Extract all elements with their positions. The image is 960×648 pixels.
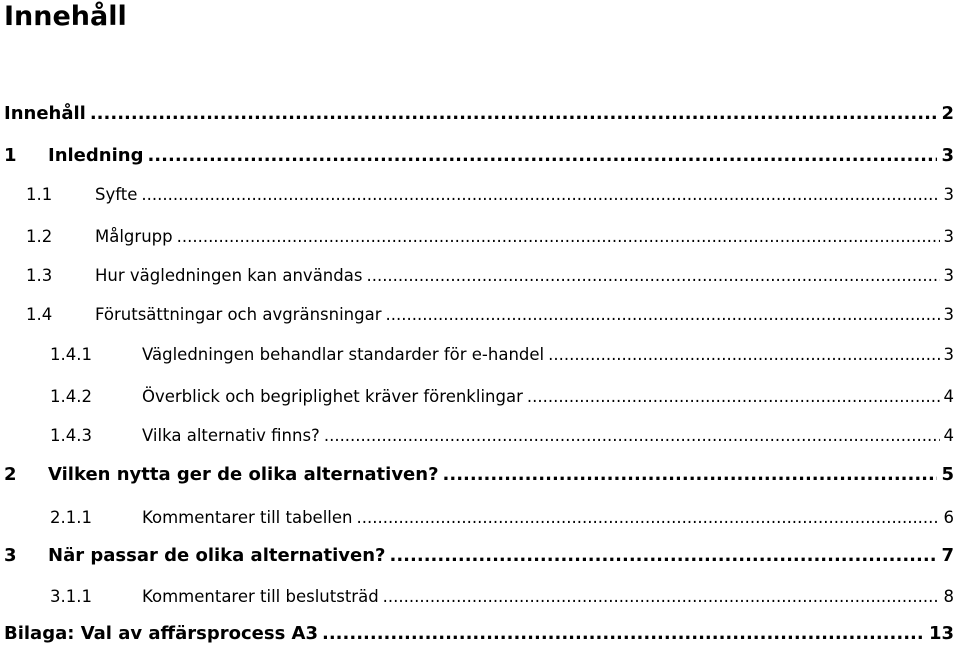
toc-entry-label: Förutsättningar och avgränsningar [95, 305, 382, 324]
toc-entry-overblick[interactable] [0, 385, 960, 409]
toc-dot-leader [322, 622, 925, 646]
toc-entry-number: 2.1.1 [50, 508, 92, 527]
toc-entry-page: 7 [941, 545, 954, 566]
toc-entry-number: 1.2 [26, 227, 53, 246]
toc-entry-label: Vägledningen behandlar standarder för e-handel [142, 345, 545, 364]
toc-entry-number: 1 [4, 145, 17, 166]
toc-entry-label: Hur vägledningen kan användas [95, 266, 363, 285]
toc-entry-label: Kommentarer till beslutsträd [142, 587, 379, 606]
toc-dot-leader [90, 102, 938, 126]
toc-entry-number: 1.4.2 [50, 387, 92, 406]
toc-entry-innehall[interactable] [0, 102, 960, 126]
toc-entry-label: Syfte [95, 185, 138, 204]
toc-entry-page: 3 [943, 266, 954, 285]
toc-entry-number: 3 [4, 545, 17, 566]
toc-entry-label: När passar de olika alternativen? [48, 545, 386, 566]
toc-entry-hur-vagledningen[interactable] [0, 264, 960, 288]
toc-dot-leader [177, 225, 940, 249]
toc-entry-page: 8 [943, 587, 954, 606]
toc-entry-page: 2 [941, 103, 954, 124]
toc-entry-vilken-nytta[interactable] [0, 463, 960, 487]
toc-dot-leader [383, 585, 940, 609]
toc-dot-leader [356, 506, 939, 530]
toc-entry-page: 4 [943, 387, 954, 406]
toc-entry-number: 1.4.1 [50, 345, 92, 364]
toc-dot-leader [147, 144, 937, 168]
toc-dot-leader [527, 385, 940, 409]
toc-dot-leader [390, 544, 938, 568]
toc-entry-inledning[interactable] [0, 144, 960, 168]
toc-entry-number: 2 [4, 464, 17, 485]
toc-entry-syfte[interactable] [0, 183, 960, 207]
toc-dot-leader [141, 183, 939, 207]
toc-entry-label: Kommentarer till tabellen [142, 508, 353, 527]
toc-dot-leader [443, 463, 938, 487]
toc-entry-page: 5 [941, 464, 954, 485]
toc-entry-label: Inledning [48, 145, 144, 166]
toc-entry-page: 3 [943, 185, 954, 204]
toc-entry-number: 1.1 [26, 185, 53, 204]
toc-entry-page: 4 [943, 426, 954, 445]
toc-entry-bilaga[interactable] [0, 622, 960, 646]
toc-entry-page: 6 [943, 508, 954, 527]
toc-entry-forutsattningar[interactable] [0, 303, 960, 327]
toc-entry-label: Innehåll [4, 103, 86, 124]
toc-entry-label: Överblick och begriplighet kräver förenklingar [142, 387, 523, 406]
toc-dot-leader [366, 264, 939, 288]
toc-entry-label: Vilken nytta ger de olika alternativen? [48, 464, 439, 485]
toc-entry-nar-passar[interactable] [0, 544, 960, 568]
toc-entry-number: 3.1.1 [50, 587, 92, 606]
page-title: Innehåll [4, 1, 127, 32]
toc-dot-leader [386, 303, 940, 327]
toc-dot-leader [324, 424, 940, 448]
toc-entry-page: 3 [943, 227, 954, 246]
toc-entry-label: Målgrupp [95, 227, 173, 246]
toc-entry-kommentarer-tabellen[interactable] [0, 506, 960, 530]
toc-entry-number: 1.3 [26, 266, 53, 285]
toc-entry-page: 3 [943, 345, 954, 364]
toc-entry-page: 3 [941, 145, 954, 166]
toc-entry-number: 1.4 [26, 305, 53, 324]
toc-entry-label: Bilaga: Val av affärsprocess A3 [4, 623, 318, 644]
toc-entry-page: 3 [943, 305, 954, 324]
toc-entry-label: Vilka alternativ finns? [142, 426, 320, 445]
toc-entry-standarder[interactable] [0, 343, 960, 367]
toc-entry-number: 1.4.3 [50, 426, 92, 445]
toc-entry-page: 13 [928, 623, 954, 644]
toc-dot-leader [548, 343, 939, 367]
toc-entry-malgrupp[interactable] [0, 225, 960, 249]
toc-entry-vilka-alternativ[interactable] [0, 424, 960, 448]
toc-entry-kommentarer-beslutstrad[interactable] [0, 585, 960, 609]
